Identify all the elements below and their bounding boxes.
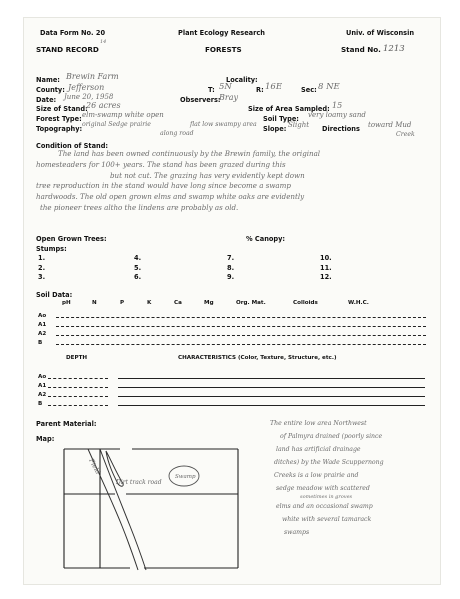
soil-col-p: P [120, 300, 125, 306]
stump-number: 2. [38, 264, 46, 272]
depth-row-line [48, 387, 108, 388]
characteristics-row-line [118, 396, 425, 397]
depth-row-line [48, 396, 108, 397]
soil-row-line [56, 335, 426, 336]
characteristics-label: CHARACTERISTICS (Color, Texture, Structure, etc.) [178, 355, 337, 361]
condition-line: hardwoods. The old open grown elms and swamp white oaks are evidently [36, 192, 305, 201]
size-of-stand-label: Size of Stand: [36, 105, 88, 113]
topography-value: flat low swampy area [190, 121, 257, 128]
county-label: County: [36, 86, 65, 94]
characteristics-row-line [118, 378, 425, 379]
record-type: FORESTS [205, 45, 242, 54]
size-of-area-value: 15 [332, 101, 343, 110]
soil-col-ph: pH [62, 300, 71, 306]
swamp-label: Swamp [175, 474, 196, 480]
open-grown-trees-label: Open Grown Trees: [36, 235, 107, 243]
road-label: Dirt track road [116, 479, 162, 486]
depth-row-line [48, 378, 108, 379]
soil-type-label: Soil Type: [263, 115, 299, 123]
stump-number: 12. [320, 273, 332, 281]
stump-number: 1. [38, 254, 46, 262]
stump-number: 4. [134, 254, 142, 262]
range-label: R: [256, 86, 264, 94]
township-label: T: [208, 86, 215, 94]
soil-row-label: A2 [38, 331, 47, 337]
soil-row-line [56, 344, 426, 345]
university: Univ. of Wisconsin [346, 29, 415, 37]
observers-label: Observers: [180, 96, 221, 104]
stump-number: 3. [38, 273, 46, 281]
depth-row-line [48, 405, 108, 406]
county-value: Jefferson [68, 83, 105, 92]
side-note-line: swamps [284, 529, 310, 536]
depth-row-label: B [38, 401, 43, 407]
form-number-note: 14 [100, 39, 107, 45]
directions-label: Directions [322, 125, 360, 133]
condition-of-stand-label: Condition of Stand: [36, 142, 109, 150]
stump-number: 7. [227, 254, 235, 262]
size-of-area-label: Size of Area Sampled: [248, 105, 330, 113]
soil-col-n: N [92, 300, 97, 306]
soil-row-label: A1 [38, 322, 47, 328]
parent-material-label: Parent Material: [36, 420, 97, 428]
condition-line: The land has been owned continuously by the Brewin family, the original [58, 149, 321, 158]
soil-data-label: Soil Data: [36, 291, 73, 299]
depth-row-label: Ao [38, 374, 47, 380]
stump-number: 5. [134, 264, 142, 272]
stump-number: 9. [227, 273, 235, 281]
depth-row-label: A2 [38, 392, 47, 398]
stumps-label: Stumps: [36, 245, 67, 253]
characteristics-row-line [118, 387, 425, 388]
soil-col-ca: Ca [174, 300, 182, 306]
map-label: Map: [36, 435, 55, 443]
condition-line: but not cut. The grazing has very evidently kept down [110, 171, 305, 180]
stump-number: 8. [227, 264, 235, 272]
record-title: STAND RECORD [36, 45, 99, 54]
condition-line: homesteaders for 100+ years. The stand has been grazed during this [36, 160, 286, 169]
side-note-line: of Palmyra drained (poorly since [280, 433, 383, 440]
date-label: Date: [36, 96, 57, 104]
condition-line: the pioneer trees altho the lindens are probably as old. [40, 203, 239, 212]
topography-value-2: along road [160, 130, 194, 137]
section-value: 8 NE [318, 82, 340, 92]
section-label: Sec: [301, 86, 317, 94]
soil-row-line [56, 317, 426, 318]
slope-label: Slope: [263, 125, 287, 133]
soil-col-k: K [147, 300, 152, 306]
name-value: Brewin Farm [66, 72, 119, 81]
forest-type-label: Forest Type: [36, 115, 82, 123]
condition-line: tree reproduction in the stand would have long since become a swamp [36, 181, 291, 190]
side-note-line: ditches) by the Wade Scuppernong [274, 459, 384, 466]
soil-row-label: B [38, 340, 43, 346]
slope-value: Slight [288, 121, 310, 129]
soil-row-line [56, 326, 426, 327]
side-note-line: Creeks is a low prairie and [274, 472, 359, 479]
soil-type-value: very loamy sand [308, 111, 366, 119]
topography-label: Topography: [36, 125, 83, 133]
stand-number-label: Stand No. [341, 45, 381, 54]
side-note-line: sometimes in groves [300, 494, 353, 500]
side-note-line: sedge meadow with scattered [276, 485, 370, 492]
depth-row-label: A1 [38, 383, 47, 389]
form-number: Data Form No. 20 [40, 29, 106, 37]
directions-value: toward Mud [368, 121, 412, 129]
soil-col-mg: Mg [204, 300, 214, 306]
side-note-line: white with several tamarack [282, 516, 372, 523]
stump-number: 10. [320, 254, 332, 262]
name-label: Name: [36, 76, 60, 84]
soil-col-org-mat: Org. Mat. [236, 300, 266, 306]
side-note-line: elms and an occasional swamp [276, 503, 373, 510]
characteristics-row-line [118, 405, 425, 406]
map-grid [64, 449, 238, 568]
observers-value: Bray [219, 93, 238, 102]
stump-number: 6. [134, 273, 142, 281]
lab-name: Plant Ecology Research [178, 29, 265, 37]
range-value: 16E [265, 82, 283, 92]
size-of-stand-value: 26 acres [86, 101, 121, 110]
stump-number: 11. [320, 264, 332, 272]
side-note-line: The entire low area Northwest [270, 420, 367, 427]
field-label: Field [87, 457, 103, 476]
township-value: 5N [219, 82, 232, 92]
locality-label: Locality: [226, 76, 258, 84]
depth-label: DEPTH [66, 355, 88, 361]
canopy-label: % Canopy: [246, 235, 286, 243]
directions-value-2: Creek [396, 131, 415, 138]
soil-row-label: Ao [38, 313, 47, 319]
forest-type-value: elm-swamp white open [82, 111, 164, 119]
soil-col-colloids: Colloids [293, 300, 318, 306]
stand-number: 1213 [383, 44, 405, 54]
map-sketch [60, 446, 245, 572]
soil-col-whc: W.H.C. [348, 300, 369, 306]
date-value: June 20, 1958 [64, 93, 114, 101]
forest-type-value-2: original Sedge prairie [82, 121, 151, 128]
side-note-line: land has artificial drainage [276, 446, 361, 453]
